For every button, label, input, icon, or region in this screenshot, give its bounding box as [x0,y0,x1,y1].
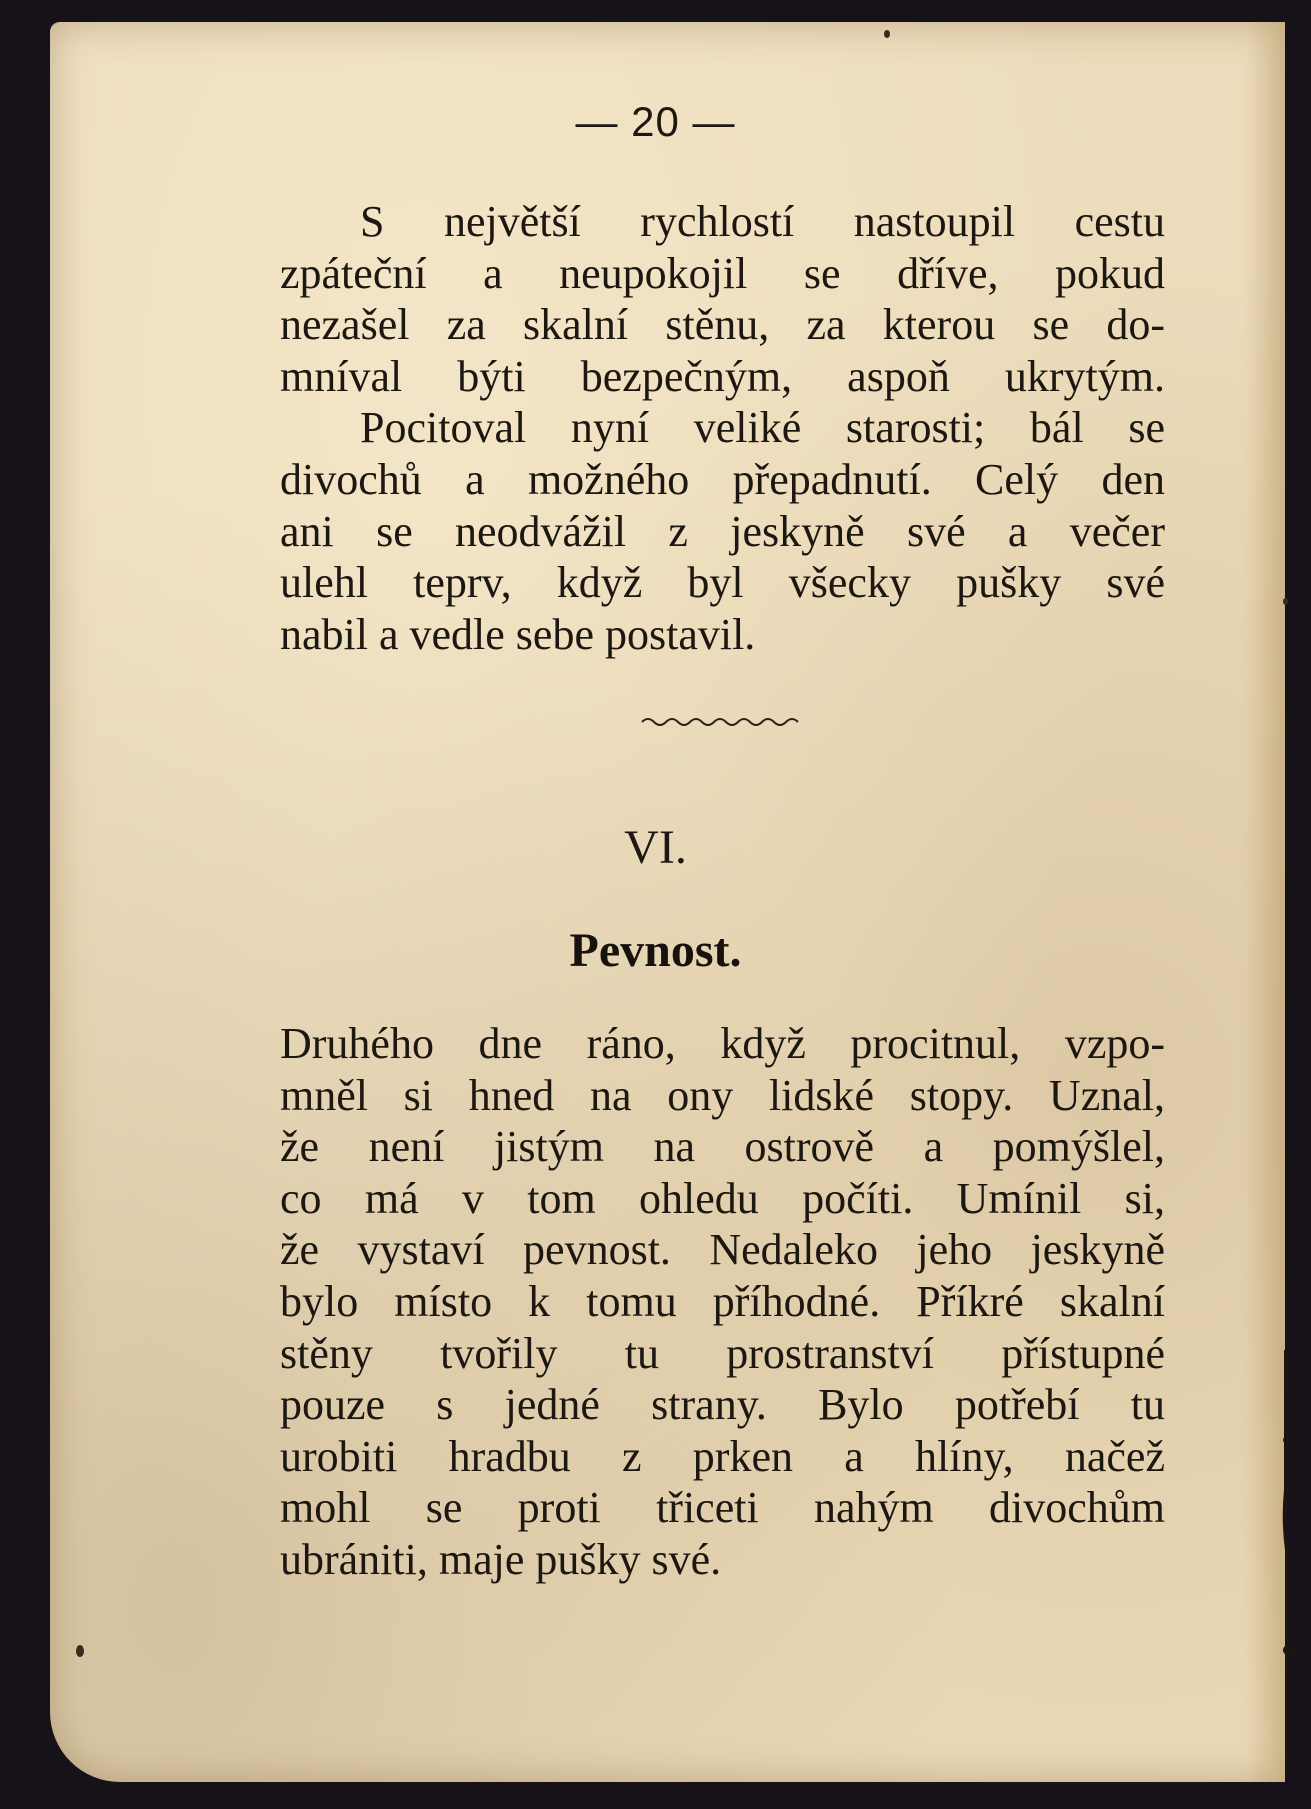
paragraph-2-line: že není jistým na ostrově a pomýšlel, [280,1122,1165,1172]
paragraph-2-line: ubrániti, maje pušky své. [280,1534,722,1584]
paragraph-1-line: divochů a možného přepadnutí. Celý den [280,454,1165,504]
paragraph-1-line: zpáteční a neupokojil se dříve, pokud [280,248,1165,298]
paragraph-1-line: Pocitoval nyní veliké starosti; bál se [360,403,1165,453]
page-edge-shading [1245,22,1285,1782]
paragraph-2-line: co má v tom ohledu počíti. Umínil si, [280,1173,1165,1223]
paragraph-2-line: stěny tvořily tu prostranství přístupné [280,1328,1165,1378]
paragraph-2-line: pouze s jedné strany. Bylo potřebí tu [280,1380,1165,1430]
paragraph-2-line: Druhého dne ráno, když procitnul, vzpo- [280,1019,1165,1068]
paragraph-2-line: že vystaví pevnost. Nedaleko jeho jeskyně [280,1225,1165,1275]
paragraph-2-line: mohl se proti třiceti nahým divochům [280,1483,1165,1533]
paper-speck [884,30,890,38]
paragraph-1-line: nabil a vedle sebe postavil. [280,609,756,659]
wavy-divider-ornament [640,710,800,734]
paragraph-1-line: ulehl teprv, když byl všecky pušky své [280,558,1165,608]
paragraph-1 [280,196,1165,660]
paragraph-1-line: nezašel za skalní stěnu, za kterou se do- [280,300,1165,350]
paper-speck [1283,598,1288,605]
binding-thread-decoration [1280,1350,1294,1770]
paper-speck [76,1645,84,1657]
paragraph-1-line: mníval býti bezpečným, aspoň ukrytým. [280,351,1165,401]
paragraph-1-line: S největší rychlostí nastoupil cestu [360,197,1165,246]
paragraph-1-line: ani se neodvážil z jeskyně své a večer [280,506,1165,556]
paragraph-2-line: mněl si hned na ony lidské stopy. Uznal, [280,1070,1165,1120]
paragraph-2-line: bylo místo k tomu příhodné. Příkré skalní [280,1276,1165,1326]
paragraph-2-line: urobiti hradbu z prken a hlíny, načež [280,1431,1165,1481]
chapter-number: VI. [624,821,687,874]
page-number: — 20 — [575,98,736,145]
chapter-title: Pevnost. [569,924,742,977]
paragraph-2 [280,1018,1165,1586]
